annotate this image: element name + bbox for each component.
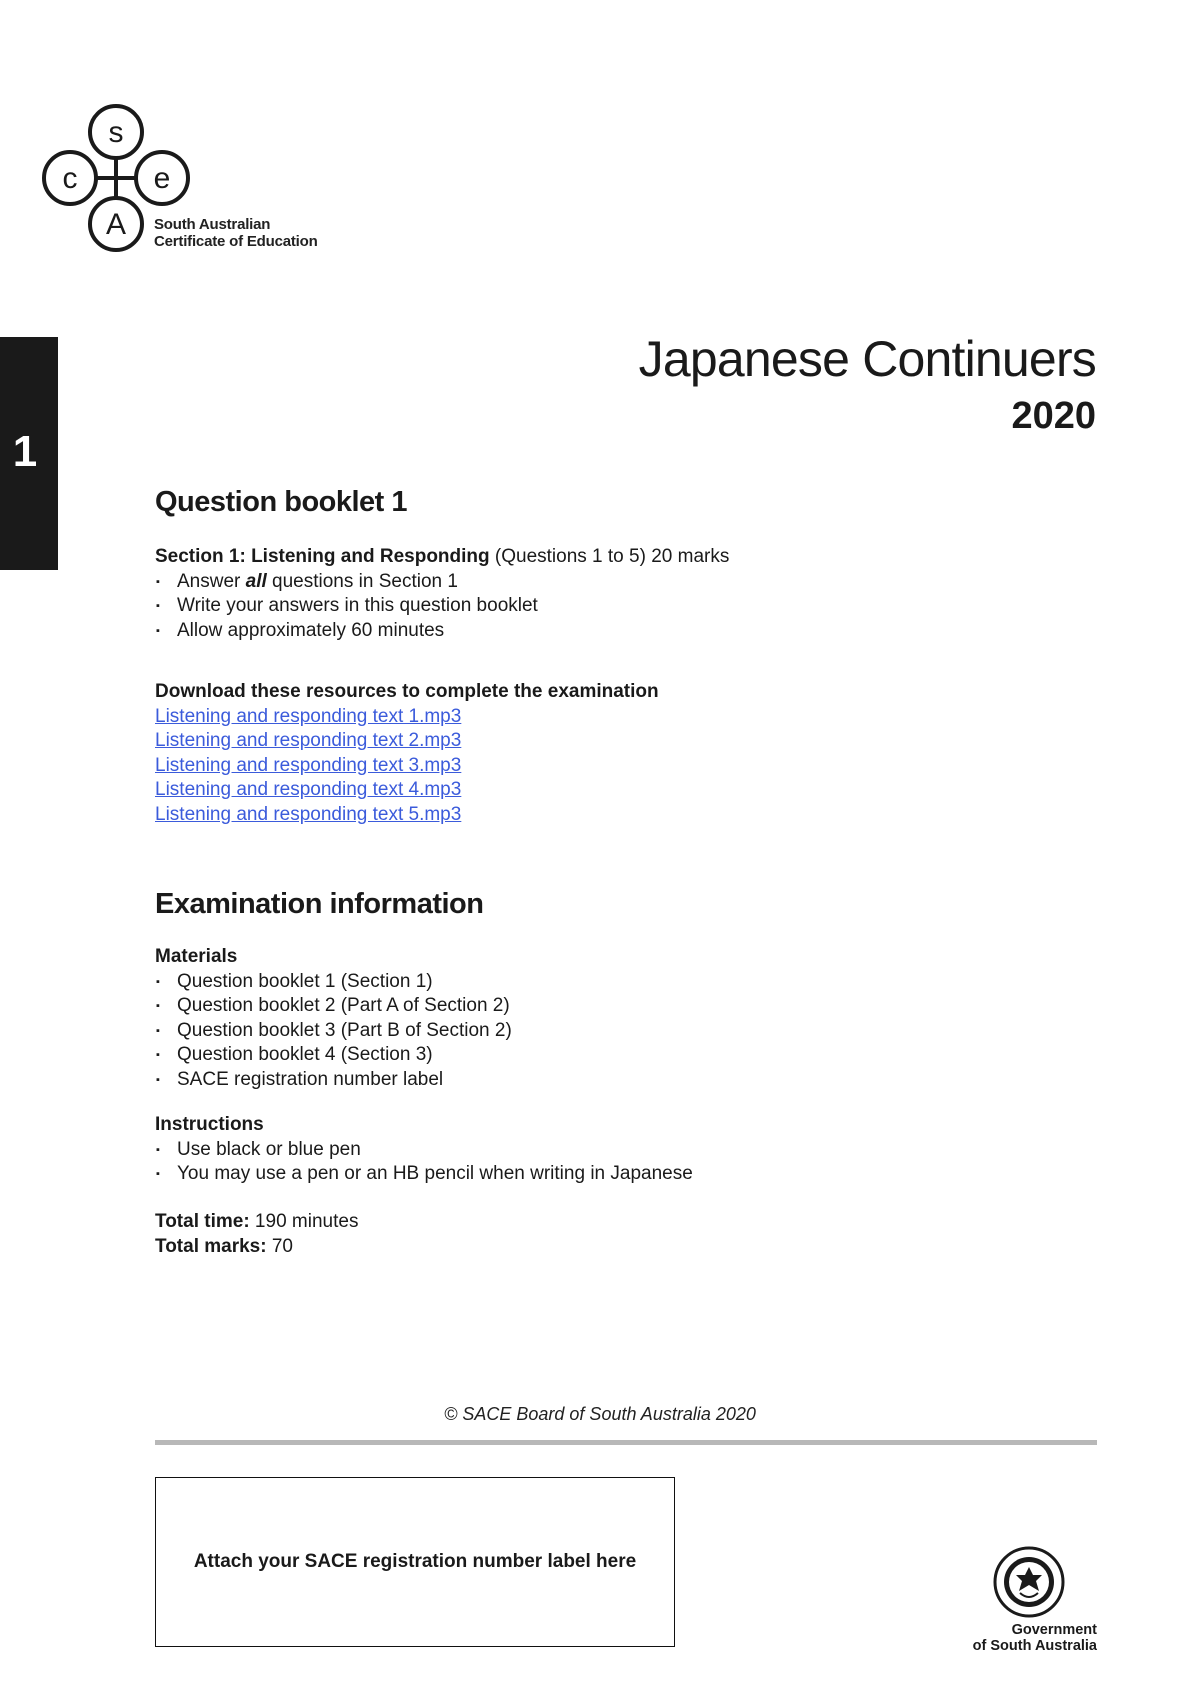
download-link-2[interactable]: Listening and responding text 2.mp3 (155, 730, 462, 751)
logo-letter-a: A (105, 208, 127, 241)
registration-label-box (155, 1477, 675, 1647)
booklet-heading: Question booklet 1 (155, 486, 408, 518)
instructions-heading: Instructions (155, 1114, 264, 1135)
logo-letter-c: c (62, 162, 78, 195)
materials-block (155, 945, 512, 1092)
bullet-allow-time: ▪ Allow approximately 60 minutes (155, 619, 729, 644)
label-box-text: Attach your SACE registration number label here (193, 1551, 637, 1572)
copyright-notice: © SACE Board of South Australia 2020 (444, 1404, 756, 1424)
download-link-4[interactable]: Listening and responding text 4.mp3 (155, 779, 462, 800)
logo-letter-s: s (108, 116, 124, 149)
total-marks: Total marks: 70 (155, 1235, 293, 1257)
materials-heading: Materials (155, 946, 238, 967)
emphasis-all: all (245, 570, 267, 592)
section-bullets (155, 570, 729, 644)
downloads-heading: Download these resources to complete the examination (155, 681, 659, 702)
material-item: ▪ Question booklet 1 (Section 1) (155, 970, 512, 995)
download-link-5[interactable]: Listening and responding text 5.mp3 (155, 803, 462, 825)
side-tab-number: 1 (12, 427, 38, 476)
exam-info-heading: Examination information (155, 888, 484, 920)
total-time: Total time: 190 minutes (155, 1211, 359, 1232)
section-detail: (Questions 1 to 5) 20 marks (489, 546, 730, 567)
bullet-write-answers: ▪ Write your answers in this question booklet (155, 594, 729, 619)
download-link-1[interactable]: Listening and responding text 1.mp3 (155, 705, 462, 727)
divider-rule (155, 1440, 1097, 1445)
downloads-block (155, 680, 659, 827)
instructions-block (155, 1113, 693, 1187)
download-link-3[interactable]: Listening and responding text 3.mp3 (155, 754, 462, 776)
bullet-answer-all: ▪ Answer all questions in Section 1 (155, 570, 729, 595)
instruction-item: ▪ You may use a pen or an HB pencil when writing in Japanese (155, 1162, 693, 1187)
government-wordmark (973, 1622, 1097, 1654)
logo-letter-e: e (153, 162, 171, 195)
government-crest-icon (992, 1545, 1066, 1619)
material-item: ▪ Question booklet 2 (Part A of Section 2) (155, 994, 512, 1019)
section-label: Section 1: Listening and Responding (155, 546, 490, 567)
totals-block (155, 1210, 358, 1259)
instruction-item: ▪ Use black or blue pen (155, 1138, 693, 1163)
logo-line-1: South Australian (154, 216, 271, 233)
logo-line-2: Certificate of Education (154, 233, 318, 250)
material-item: ▪ SACE registration number label (155, 1068, 512, 1093)
subject-title: Japanese Continuers (638, 331, 1096, 387)
material-item: ▪ Question booklet 4 (Section 3) (155, 1043, 512, 1068)
gov-line-2: of South Australia (972, 1638, 1097, 1654)
exam-year: 2020 (1011, 395, 1096, 437)
material-item: ▪ Question booklet 3 (Part B of Section 2) (155, 1019, 512, 1044)
logo-wordmark (154, 216, 318, 250)
instructions-list (155, 1138, 693, 1187)
section-line (155, 545, 729, 570)
gov-line-1: Government (1011, 1622, 1097, 1638)
section-info (155, 545, 729, 643)
materials-list (155, 970, 512, 1093)
